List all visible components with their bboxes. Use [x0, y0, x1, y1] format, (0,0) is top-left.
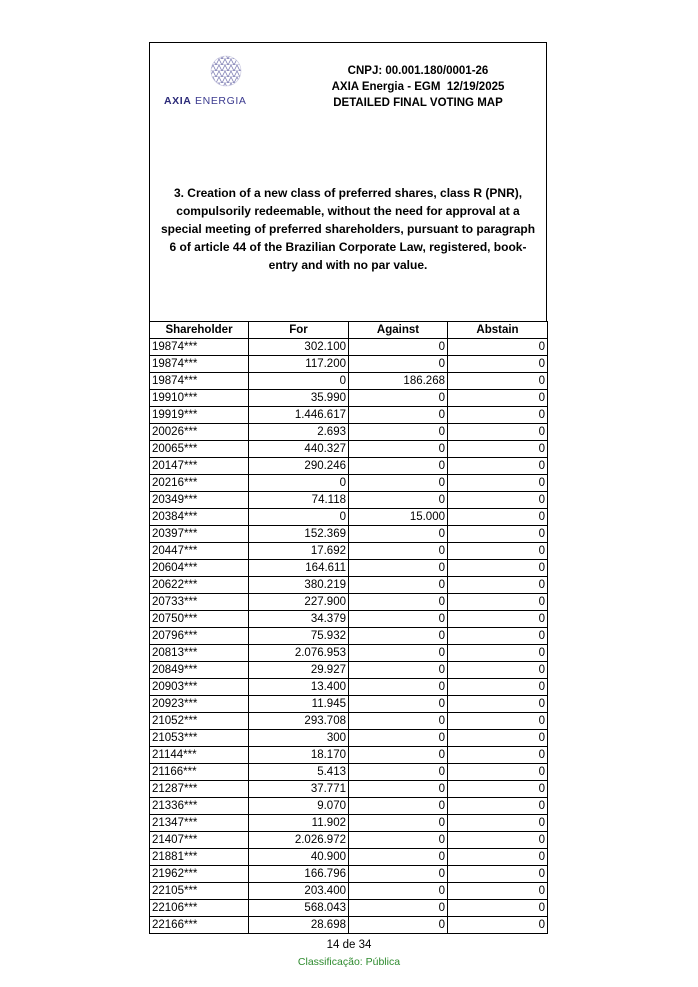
table-row: [150, 730, 548, 747]
cell-shareholder: 21287***: [150, 781, 249, 798]
cell-for: 0: [249, 373, 349, 390]
cell-abstain: 0: [448, 577, 548, 594]
table-row: [150, 713, 548, 730]
cell-against: 0: [349, 441, 448, 458]
cell-against: 0: [349, 594, 448, 611]
cell-abstain: 0: [448, 543, 548, 560]
cell-for: 34.379: [249, 611, 349, 628]
cell-shareholder: 21052***: [150, 713, 249, 730]
column-header-abstain: Abstain: [448, 322, 548, 339]
cell-abstain: 0: [448, 390, 548, 407]
cell-against: 0: [349, 424, 448, 441]
cell-for: 0: [249, 475, 349, 492]
column-header-shareholder: Shareholder: [150, 322, 249, 339]
cell-against: 15.000: [349, 509, 448, 526]
cell-for: 152.369: [249, 526, 349, 543]
cell-abstain: 0: [448, 849, 548, 866]
cell-abstain: 0: [448, 730, 548, 747]
cell-for: 293.708: [249, 713, 349, 730]
cell-for: 75.932: [249, 628, 349, 645]
cell-abstain: 0: [448, 815, 548, 832]
cell-against: 0: [349, 407, 448, 424]
cell-for: 227.900: [249, 594, 349, 611]
cell-against: 0: [349, 917, 448, 934]
cell-abstain: 0: [448, 679, 548, 696]
cell-against: 0: [349, 696, 448, 713]
cell-abstain: 0: [448, 883, 548, 900]
cell-against: 186.268: [349, 373, 448, 390]
cell-shareholder: 20447***: [150, 543, 249, 560]
document-page: [149, 42, 547, 934]
cell-against: 0: [349, 560, 448, 577]
cell-against: 0: [349, 679, 448, 696]
table-row: [150, 441, 548, 458]
cell-for: 35.990: [249, 390, 349, 407]
table-row: [150, 781, 548, 798]
cell-shareholder: 20849***: [150, 662, 249, 679]
column-header-against: Against: [349, 322, 448, 339]
cell-shareholder: 19874***: [150, 373, 249, 390]
cell-for: 11.902: [249, 815, 349, 832]
cell-against: 0: [349, 798, 448, 815]
table-row: [150, 492, 548, 509]
sphere-network-icon: [204, 53, 248, 93]
cell-shareholder: 19874***: [150, 356, 249, 373]
agenda-item-text: 3. Creation of a new class of preferred shares, class R (PNR), compulsorily redeemable, without the need for approval at a special meeting of preferred shareholders, pursuant to paragraph 6 of article 44 of the Brazilian Corporate Law, registered, book-entry and with no par value.: [160, 186, 536, 272]
cell-shareholder: 20026***: [150, 424, 249, 441]
cell-shareholder: 21166***: [150, 764, 249, 781]
cell-abstain: 0: [448, 611, 548, 628]
cell-shareholder: 22105***: [150, 883, 249, 900]
cell-against: 0: [349, 730, 448, 747]
table-row: [150, 594, 548, 611]
cell-abstain: 0: [448, 373, 548, 390]
page-title: DETAILED FINAL VOTING MAP: [333, 97, 503, 109]
table-row: [150, 645, 548, 662]
table-row: [150, 390, 548, 407]
cell-for: 18.170: [249, 747, 349, 764]
table-row: [150, 883, 548, 900]
cell-against: 0: [349, 781, 448, 798]
cell-for: 164.611: [249, 560, 349, 577]
cell-for: 28.698: [249, 917, 349, 934]
table-row: [150, 798, 548, 815]
cell-abstain: 0: [448, 866, 548, 883]
cell-abstain: 0: [448, 560, 548, 577]
cell-abstain: 0: [448, 662, 548, 679]
table-row: [150, 764, 548, 781]
cell-against: 0: [349, 866, 448, 883]
cell-for: 11.945: [249, 696, 349, 713]
cell-shareholder: 20349***: [150, 492, 249, 509]
cell-for: 2.026.972: [249, 832, 349, 849]
logo-brand-bold: AXIA: [164, 95, 192, 107]
cell-shareholder: 20622***: [150, 577, 249, 594]
cell-shareholder: 20796***: [150, 628, 249, 645]
cell-against: 0: [349, 611, 448, 628]
table-row: [150, 628, 548, 645]
cell-against: 0: [349, 577, 448, 594]
cell-shareholder: 21407***: [150, 832, 249, 849]
cell-for: 74.118: [249, 492, 349, 509]
cell-against: 0: [349, 849, 448, 866]
cell-against: 0: [349, 645, 448, 662]
cell-against: 0: [349, 458, 448, 475]
cell-against: 0: [349, 815, 448, 832]
table-row: [150, 458, 548, 475]
cell-abstain: 0: [448, 441, 548, 458]
cell-abstain: 0: [448, 764, 548, 781]
cell-for: 166.796: [249, 866, 349, 883]
table-row: [150, 339, 548, 356]
table-row: [150, 832, 548, 849]
cell-abstain: 0: [448, 356, 548, 373]
cell-against: 0: [349, 662, 448, 679]
cell-against: 0: [349, 526, 448, 543]
table-row: [150, 356, 548, 373]
cell-for: 117.200: [249, 356, 349, 373]
cell-for: 29.927: [249, 662, 349, 679]
table-row: [150, 560, 548, 577]
table-row: [150, 407, 548, 424]
cell-shareholder: 19910***: [150, 390, 249, 407]
cell-shareholder: 20384***: [150, 509, 249, 526]
table-row: [150, 662, 548, 679]
cell-for: 17.692: [249, 543, 349, 560]
cell-shareholder: 19874***: [150, 339, 249, 356]
cell-against: 0: [349, 628, 448, 645]
cell-for: 5.413: [249, 764, 349, 781]
cell-abstain: 0: [448, 798, 548, 815]
cell-abstain: 0: [448, 900, 548, 917]
table-row: [150, 509, 548, 526]
cell-against: 0: [349, 356, 448, 373]
cell-abstain: 0: [448, 713, 548, 730]
cnpj-line: CNPJ: 00.001.180/0001-26: [347, 65, 489, 77]
table-row: [150, 815, 548, 832]
cell-for: 2.693: [249, 424, 349, 441]
meeting-line: AXIA Energia - EGM 12/19/2025: [331, 81, 505, 93]
cell-abstain: 0: [448, 696, 548, 713]
cell-abstain: 0: [448, 594, 548, 611]
cell-for: 13.400: [249, 679, 349, 696]
table-row: [150, 424, 548, 441]
table-row: [150, 373, 548, 390]
cell-shareholder: 22166***: [150, 917, 249, 934]
cell-abstain: 0: [448, 458, 548, 475]
table-row: [150, 611, 548, 628]
cell-shareholder: 20065***: [150, 441, 249, 458]
cell-shareholder: 21881***: [150, 849, 249, 866]
page-number: 14 de 34: [326, 939, 372, 951]
logo-brand-light: ENERGIA: [195, 95, 247, 107]
cell-shareholder: 21053***: [150, 730, 249, 747]
table-row: [150, 696, 548, 713]
cell-abstain: 0: [448, 492, 548, 509]
cell-abstain: 0: [448, 917, 548, 934]
classification-label: Classificação: Pública: [297, 956, 401, 968]
cell-shareholder: 20903***: [150, 679, 249, 696]
cell-shareholder: 20733***: [150, 594, 249, 611]
cell-against: 0: [349, 543, 448, 560]
company-logo: [164, 53, 252, 113]
cell-for: 1.446.617: [249, 407, 349, 424]
voting-table: [149, 321, 548, 934]
table-row: [150, 475, 548, 492]
cell-abstain: 0: [448, 645, 548, 662]
table-header-row: [150, 322, 548, 339]
cell-shareholder: 20813***: [150, 645, 249, 662]
cell-abstain: 0: [448, 832, 548, 849]
cell-against: 0: [349, 475, 448, 492]
cell-for: 568.043: [249, 900, 349, 917]
cell-shareholder: 20216***: [150, 475, 249, 492]
cell-against: 0: [349, 713, 448, 730]
cell-for: 203.400: [249, 883, 349, 900]
cell-shareholder: 20147***: [150, 458, 249, 475]
cell-shareholder: 21144***: [150, 747, 249, 764]
cell-shareholder: 22106***: [150, 900, 249, 917]
cell-against: 0: [349, 764, 448, 781]
cell-against: 0: [349, 900, 448, 917]
cell-abstain: 0: [448, 628, 548, 645]
cell-shareholder: 20750***: [150, 611, 249, 628]
cell-abstain: 0: [448, 509, 548, 526]
cell-for: 302.100: [249, 339, 349, 356]
title-block: [298, 63, 538, 111]
table-row: [150, 747, 548, 764]
cell-abstain: 0: [448, 526, 548, 543]
cell-for: 290.246: [249, 458, 349, 475]
cell-against: 0: [349, 339, 448, 356]
cell-shareholder: 19919***: [150, 407, 249, 424]
cell-against: 0: [349, 492, 448, 509]
cell-shareholder: 20923***: [150, 696, 249, 713]
column-header-for: For: [249, 322, 349, 339]
logo-wordmark: [164, 95, 247, 107]
table-row: [150, 526, 548, 543]
cell-for: 9.070: [249, 798, 349, 815]
cell-shareholder: 20397***: [150, 526, 249, 543]
table-row: [150, 866, 548, 883]
table-row: [150, 679, 548, 696]
cell-shareholder: 20604***: [150, 560, 249, 577]
cell-abstain: 0: [448, 475, 548, 492]
cell-for: 300: [249, 730, 349, 747]
table-row: [150, 900, 548, 917]
cell-against: 0: [349, 832, 448, 849]
cell-for: 380.219: [249, 577, 349, 594]
cell-for: 37.771: [249, 781, 349, 798]
cell-against: 0: [349, 883, 448, 900]
cell-for: 2.076.953: [249, 645, 349, 662]
table-row: [150, 577, 548, 594]
cell-abstain: 0: [448, 424, 548, 441]
table-row: [150, 543, 548, 560]
header-box: [149, 42, 547, 321]
cell-abstain: 0: [448, 339, 548, 356]
cell-shareholder: 21347***: [150, 815, 249, 832]
cell-against: 0: [349, 390, 448, 407]
cell-shareholder: 21336***: [150, 798, 249, 815]
cell-for: 0: [249, 509, 349, 526]
cell-abstain: 0: [448, 747, 548, 764]
cell-shareholder: 21962***: [150, 866, 249, 883]
cell-abstain: 0: [448, 781, 548, 798]
cell-against: 0: [349, 747, 448, 764]
table-row: [150, 917, 548, 934]
cell-abstain: 0: [448, 407, 548, 424]
cell-for: 440.327: [249, 441, 349, 458]
table-row: [150, 849, 548, 866]
cell-for: 40.900: [249, 849, 349, 866]
